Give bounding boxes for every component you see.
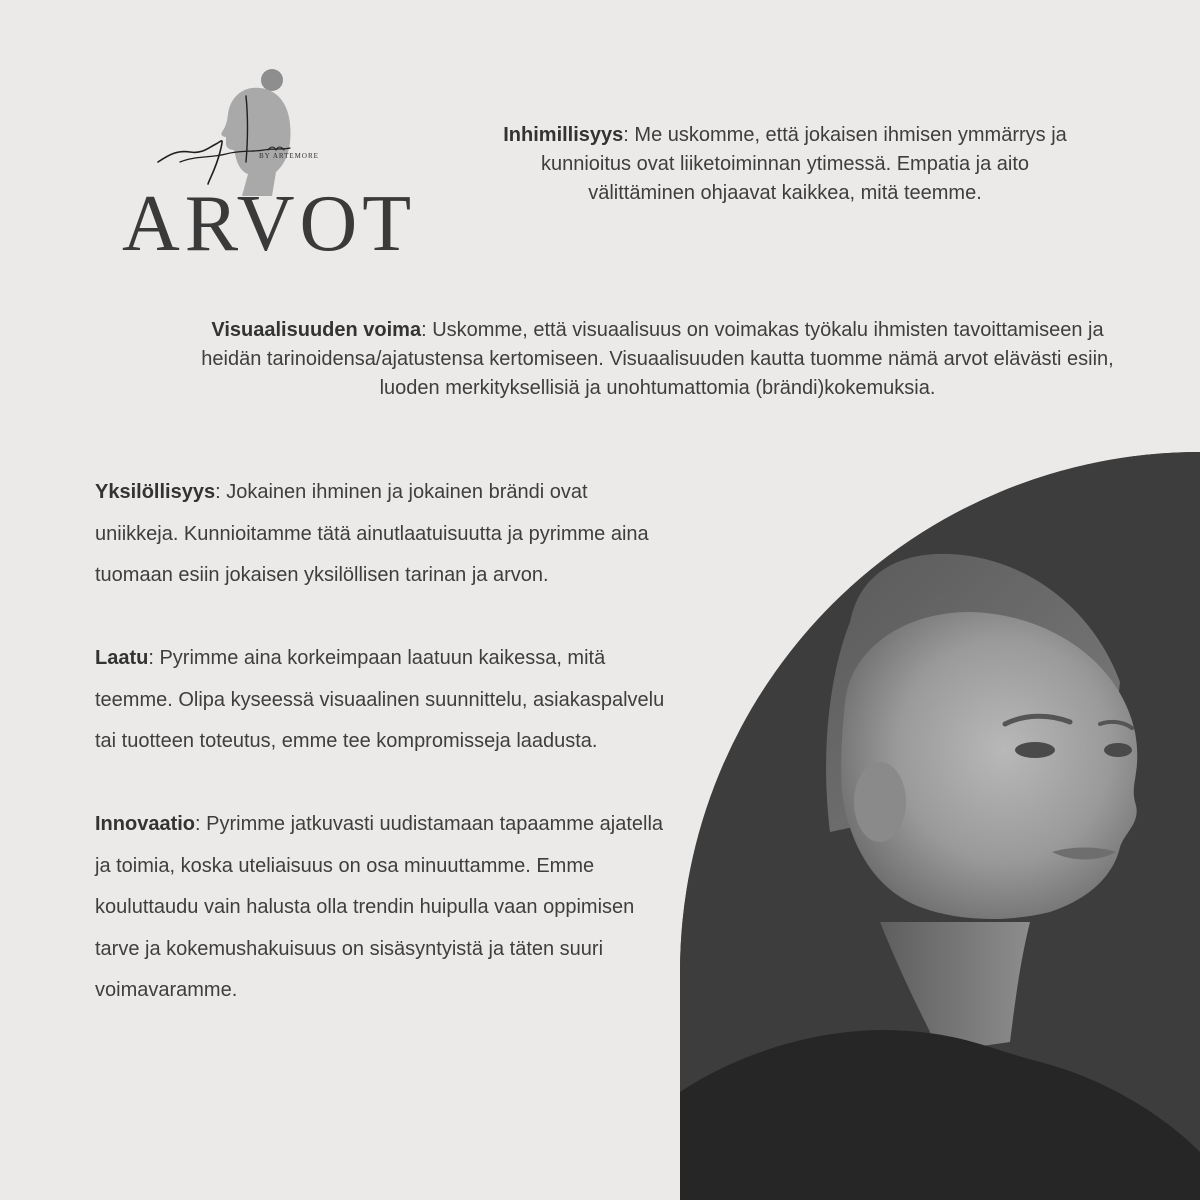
- value-laatu: [95, 638, 665, 763]
- value-term: Laatu: [95, 647, 149, 669]
- portrait-illustration: [680, 452, 1200, 1200]
- value-description: : Me uskomme, että jokaisen ihmisen ymmärrys ja kunnioitus ovat liiketoiminnan ytimessä. Empatia ja aito välittäminen ohjaavat kaikkea, mitä teemme.: [540, 124, 1067, 204]
- woman-silhouette-signature-icon: [150, 66, 310, 196]
- values-list: [95, 472, 665, 1053]
- value-description: : Pyrimme aina korkeimpaan laatuun kaikessa, mitä teemme. Olipa kyseessä visuaalinen suunnittelu, asiakaspalvelu tai tuotteen toteutus, emme tee kompromisseja laadusta.: [95, 647, 665, 752]
- value-description: : Uskomme, että visuaalisuus on voimakas työkalu ihmisten tavoittamiseen ja heidän tarinoidensa/ajatustensa kertomiseen. Visuaalisuuden kautta tuomme nämä arvot elävästi esiin, luoden merkityksellisiä ja unohtumattomia (brändi)kokemuksia.: [201, 319, 1114, 399]
- value-description: : Jokainen ihminen ja jokainen brändi ovat uniikkeja. Kunnioitamme tätä ainutlaatuisuutta ja pyrimme aina tuomaan esiin jokaisen yksilöllisen tarinan ja arvon.: [95, 481, 649, 586]
- value-term: Innovaatio: [95, 813, 196, 835]
- value-inhimillisyys: [490, 121, 1080, 208]
- value-innovaatio: [95, 804, 665, 1012]
- value-description: : Pyrimme jatkuvasti uudistamaan tapaamme ajatella ja toimia, koska uteliaisuus on osa minuuttamme. Emme kouluttaudu vain halusta olla trendin huipulla vaan oppimisen tarve ja kokemushakuisuus on sisäsyntyistä ja täten suuri voimavaramme.: [95, 813, 664, 1001]
- portrait-photo: [680, 452, 1200, 1200]
- value-visuaalisuuden-voima: [190, 316, 1125, 403]
- page-title: ARVOT: [122, 180, 417, 268]
- brand-logo: [118, 66, 417, 268]
- logo-byline: BY ARTEMORE: [259, 152, 319, 160]
- value-term: Yksilöllisyys: [95, 481, 216, 503]
- value-yksilollisyys: [95, 472, 665, 597]
- value-term: Visuaalisuuden voima: [211, 319, 422, 341]
- value-term: Inhimillisyys: [503, 124, 624, 146]
